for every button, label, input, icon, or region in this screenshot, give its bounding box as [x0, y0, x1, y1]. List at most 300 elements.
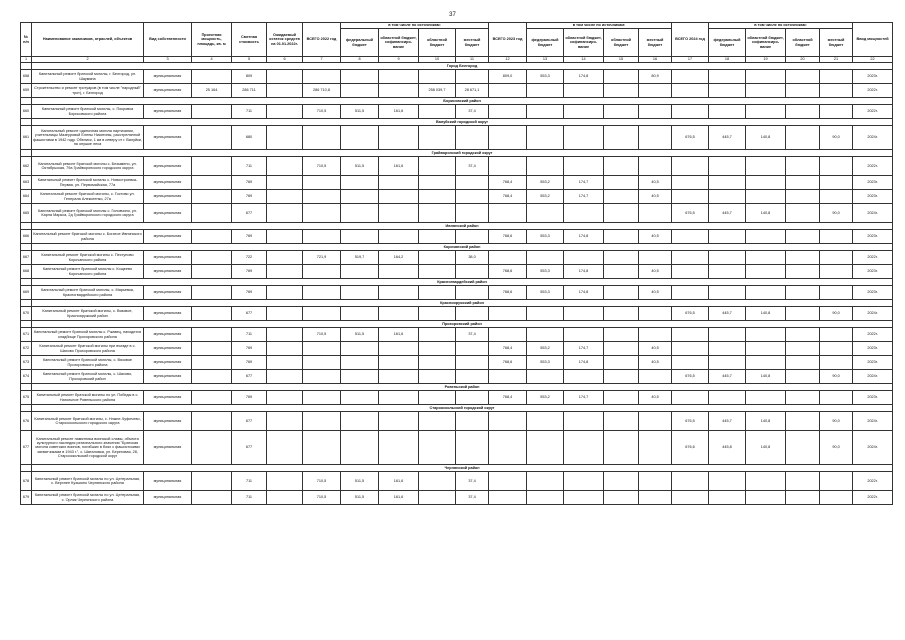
district-spacer — [21, 321, 32, 328]
federal-2022 — [341, 412, 379, 431]
regional-2024 — [786, 370, 820, 384]
district-row — [21, 63, 893, 70]
ownership: муниципальная — [144, 328, 192, 342]
capacity — [192, 472, 232, 491]
regional-cofin-2024 — [746, 328, 786, 342]
commissioning-year: 2022г. — [853, 84, 893, 98]
regional-cofin-2022 — [379, 230, 419, 244]
row-number: 667 — [21, 251, 32, 265]
federal-2022 — [341, 356, 379, 370]
federal-2022 — [341, 176, 379, 190]
regional-2024 — [786, 204, 820, 223]
table-row — [21, 251, 893, 265]
regional-cofin-2022 — [379, 391, 419, 405]
total-2024 — [672, 286, 709, 300]
federal-2022 — [341, 70, 379, 84]
remainder — [267, 472, 303, 491]
estimated-cost: 677 — [232, 431, 267, 465]
local-2023: 40,5 — [639, 391, 672, 405]
federal-2024 — [709, 70, 746, 84]
regional-cofin-2024 — [746, 356, 786, 370]
column-number: 22 — [853, 57, 893, 63]
regional-2023 — [604, 472, 639, 491]
district-label: Город Белгород — [32, 63, 893, 70]
total-2023 — [489, 472, 527, 491]
estimated-cost: 711 — [232, 491, 267, 505]
regional-cofin-2023: 174,8 — [564, 286, 604, 300]
regional-cofin-2023 — [564, 412, 604, 431]
ownership: муниципальная — [144, 157, 192, 176]
regional-2022 — [419, 157, 456, 176]
federal-2024: 445,8 — [709, 431, 746, 465]
regional-2022 — [419, 70, 456, 84]
column-number: 8 — [341, 57, 379, 63]
total-2023 — [489, 307, 527, 321]
regional-cofin-2023 — [564, 204, 604, 223]
column-number: 15 — [604, 57, 639, 63]
estimated-cost: 677 — [232, 204, 267, 223]
total-2022 — [303, 431, 341, 465]
regional-2023 — [604, 105, 639, 119]
regional-cofin-2024: 140,8 — [746, 307, 786, 321]
row-number: 664 — [21, 190, 32, 204]
district-row — [21, 223, 893, 230]
regional-cofin-2024 — [746, 286, 786, 300]
total-2022 — [303, 190, 341, 204]
district-row — [21, 300, 893, 307]
table-row — [21, 157, 893, 176]
local-2023 — [639, 412, 672, 431]
regional-2024 — [786, 105, 820, 119]
header-sources-2022: в том числе по источникам: — [341, 23, 489, 29]
federal-2024 — [709, 391, 746, 405]
estimated-cost: 711 — [232, 157, 267, 176]
remainder — [267, 157, 303, 176]
regional-2022 — [419, 230, 456, 244]
federal-2023 — [527, 251, 564, 265]
regional-2024 — [786, 265, 820, 279]
local-2024 — [820, 342, 853, 356]
total-2023 — [489, 412, 527, 431]
remainder — [267, 105, 303, 119]
total-2023 — [489, 84, 527, 98]
funding-table — [20, 22, 893, 505]
object-name: Капитальный ремонт братской могилы с. Безымено, ул. Октябрьская, 79а Грайворонского городского округа — [32, 157, 144, 176]
local-2022 — [456, 286, 489, 300]
regional-2023 — [604, 412, 639, 431]
total-2022 — [303, 204, 341, 223]
table-row — [21, 412, 893, 431]
object-name: Капитальный ремонт братской могилы по ул. Победы в с. Нагольное Ровеньского района — [32, 391, 144, 405]
commissioning-year: 2024г. — [853, 204, 893, 223]
federal-2022 — [341, 204, 379, 223]
total-2023: 768,4 — [489, 391, 527, 405]
regional-2022 — [419, 328, 456, 342]
object-name: Капитальный ремонт братской могилы, с. Вязовое, Краснояружский район — [32, 307, 144, 321]
local-2022 — [456, 307, 489, 321]
federal-2023 — [527, 84, 564, 98]
regional-2023 — [604, 491, 639, 505]
header-federal-2024: федеральный бюджет — [709, 29, 746, 57]
object-name: Капитальный ремонт одиночная могила партизанки, учительницы Мазеуровой Елены Никитины, расстрелянной фашистами в 1942 году. Обелиск, 1 км в северу от г. Валуйки, на опушке леса — [32, 126, 144, 150]
federal-2022: 511,5 — [341, 157, 379, 176]
local-2024 — [820, 356, 853, 370]
local-2022 — [456, 190, 489, 204]
ownership: муниципальная — [144, 491, 192, 505]
commissioning-year: 2022г. — [853, 472, 893, 491]
object-name: Капитальный ремонт братской могилы, с. Покровка Борисовского района — [32, 105, 144, 119]
total-2024 — [672, 356, 709, 370]
row-number: 677 — [21, 431, 32, 465]
capacity — [192, 265, 232, 279]
header-remainder: Ожидаемый остаток средств на 01.01.2022г. — [267, 23, 303, 57]
local-2023 — [639, 307, 672, 321]
regional-cofin-2024: 140,8 — [746, 431, 786, 465]
commissioning-year: 2023г. — [853, 342, 893, 356]
regional-cofin-2022: 164,2 — [379, 251, 419, 265]
local-2023 — [639, 370, 672, 384]
local-2022 — [456, 412, 489, 431]
header-regional-cofin-2024: областной бюджет, софинансиро-вание — [746, 29, 786, 57]
ownership: муниципальная — [144, 70, 192, 84]
federal-2024: 445,7 — [709, 307, 746, 321]
regional-2022 — [419, 412, 456, 431]
object-name: Капитальный ремонт братской могилы по ул. Центральная, с. Верхнее Кузькино Чернянского района — [32, 472, 144, 491]
capacity — [192, 370, 232, 384]
remainder — [267, 431, 303, 465]
district-spacer — [21, 98, 32, 105]
regional-2024 — [786, 342, 820, 356]
regional-2023 — [604, 157, 639, 176]
column-number: 1 — [21, 57, 32, 63]
local-2022 — [456, 70, 489, 84]
header-total-2023: ВСЕГО 2023 год — [489, 23, 527, 57]
ownership: муниципальная — [144, 251, 192, 265]
federal-2022 — [341, 391, 379, 405]
district-label: Старооскольский городской округ — [32, 405, 893, 412]
regional-2023 — [604, 286, 639, 300]
regional-cofin-2024 — [746, 157, 786, 176]
regional-2024 — [786, 230, 820, 244]
remainder — [267, 126, 303, 150]
column-number: 6 — [267, 57, 303, 63]
federal-2023: 553,3 — [527, 70, 564, 84]
local-2022: 37,4 — [456, 105, 489, 119]
regional-cofin-2022 — [379, 286, 419, 300]
federal-2024: 445,7 — [709, 204, 746, 223]
local-2022 — [456, 176, 489, 190]
district-row — [21, 244, 893, 251]
regional-2022 — [419, 431, 456, 465]
local-2022 — [456, 265, 489, 279]
regional-2022 — [419, 105, 456, 119]
regional-2023 — [604, 370, 639, 384]
row-number: 675 — [21, 391, 32, 405]
regional-2024 — [786, 491, 820, 505]
local-2023 — [639, 251, 672, 265]
total-2024 — [672, 328, 709, 342]
local-2023: 80,9 — [639, 70, 672, 84]
regional-cofin-2023 — [564, 126, 604, 150]
header-num: № п/п — [21, 23, 32, 57]
regional-cofin-2022: 161,6 — [379, 328, 419, 342]
total-2023: 768,6 — [489, 286, 527, 300]
ownership: муниципальная — [144, 190, 192, 204]
column-number: 21 — [820, 57, 853, 63]
estimated-cost: 711 — [232, 472, 267, 491]
row-number: 661 — [21, 126, 32, 150]
regional-2023 — [604, 190, 639, 204]
total-2023: 768,4 — [489, 342, 527, 356]
table-row — [21, 328, 893, 342]
regional-cofin-2024: 140,8 — [746, 126, 786, 150]
header-regional-2024: областной бюджет — [786, 29, 820, 57]
remainder — [267, 204, 303, 223]
estimated-cost: 769 — [232, 230, 267, 244]
ownership: муниципальная — [144, 431, 192, 465]
row-number: 669 — [21, 286, 32, 300]
total-2024 — [672, 84, 709, 98]
regional-2023 — [604, 342, 639, 356]
object-name: Капитальный ремонт братской могилы при въезде в с. Шахово Прохоровского района — [32, 342, 144, 356]
total-2024 — [672, 265, 709, 279]
total-2022 — [303, 370, 341, 384]
header-sources-2023: в том числе по источникам: — [527, 23, 672, 29]
row-number: 666 — [21, 230, 32, 244]
local-2024 — [820, 265, 853, 279]
total-2024 — [672, 391, 709, 405]
regional-2022 — [419, 370, 456, 384]
federal-2023 — [527, 307, 564, 321]
remainder — [267, 370, 303, 384]
row-number: 678 — [21, 472, 32, 491]
district-spacer — [21, 63, 32, 70]
column-number: 9 — [379, 57, 419, 63]
federal-2024 — [709, 356, 746, 370]
object-name: Капитальный ремонт братской могилы, с. Ннжне-Чуфичево, Старооскольского городского округа — [32, 412, 144, 431]
commissioning-year: 2023г. — [853, 70, 893, 84]
total-2023 — [489, 105, 527, 119]
local-2024 — [820, 328, 853, 342]
estimated-cost: 809 — [232, 70, 267, 84]
district-row — [21, 98, 893, 105]
remainder — [267, 391, 303, 405]
federal-2024 — [709, 472, 746, 491]
regional-2023 — [604, 251, 639, 265]
federal-2023 — [527, 105, 564, 119]
federal-2022 — [341, 126, 379, 150]
local-2024 — [820, 190, 853, 204]
header-total-2022: ВСЕГО 2022 год — [303, 23, 341, 57]
column-number: 14 — [564, 57, 604, 63]
object-name: Капитальный ремонт братской могилы с. Головчино, ул. Карла Маркса, 2д Грайворонского городского округа — [32, 204, 144, 223]
district-label: Ровеньский район — [32, 384, 893, 391]
regional-2024 — [786, 328, 820, 342]
ownership: муниципальная — [144, 370, 192, 384]
regional-cofin-2024 — [746, 491, 786, 505]
regional-2022 — [419, 491, 456, 505]
regional-cofin-2024 — [746, 265, 786, 279]
column-number: 10 — [419, 57, 456, 63]
row-number: 665 — [21, 204, 32, 223]
regional-cofin-2024: 140,8 — [746, 412, 786, 431]
regional-cofin-2022 — [379, 370, 419, 384]
regional-cofin-2024 — [746, 472, 786, 491]
federal-2024 — [709, 251, 746, 265]
table-row — [21, 105, 893, 119]
regional-cofin-2023: 174,7 — [564, 391, 604, 405]
local-2024 — [820, 251, 853, 265]
total-2023: 768,4 — [489, 176, 527, 190]
column-number: 20 — [786, 57, 820, 63]
federal-2022 — [341, 230, 379, 244]
capacity — [192, 491, 232, 505]
commissioning-year: 2023г. — [853, 230, 893, 244]
header-regional-2023: областной бюджет — [604, 29, 639, 57]
estimated-cost: 769 — [232, 176, 267, 190]
commissioning-year: 2023г. — [853, 391, 893, 405]
estimated-cost: 711 — [232, 328, 267, 342]
table-row — [21, 370, 893, 384]
district-row — [21, 279, 893, 286]
estimated-cost: 769 — [232, 342, 267, 356]
federal-2024 — [709, 157, 746, 176]
local-2022: 28 671,1 — [456, 84, 489, 98]
federal-2024 — [709, 342, 746, 356]
row-number: 659 — [21, 84, 32, 98]
regional-2024 — [786, 431, 820, 465]
local-2022 — [456, 204, 489, 223]
commissioning-year: 2022г. — [853, 328, 893, 342]
local-2024: 90,0 — [820, 370, 853, 384]
object-name: Капитальный ремонт братской могилы, с. Гостово ул. Генерала Алексеенко, 27а — [32, 190, 144, 204]
column-number: 12 — [489, 57, 527, 63]
total-2023 — [489, 491, 527, 505]
total-2024 — [672, 190, 709, 204]
table-row — [21, 431, 893, 465]
header-capacity: Проектная мощность, площадь, кв. м — [192, 23, 232, 57]
commissioning-year: 2022г. — [853, 105, 893, 119]
federal-2023 — [527, 126, 564, 150]
object-name: Капитальный ремонт братской могилы, г. Белгород, ул. Шаумяна — [32, 70, 144, 84]
remainder — [267, 176, 303, 190]
regional-2024 — [786, 126, 820, 150]
regional-cofin-2024 — [746, 105, 786, 119]
local-2022: 37,4 — [456, 328, 489, 342]
commissioning-year: 2024г. — [853, 370, 893, 384]
object-name: Капитальный ремонт братской могилы с. Кощеево Корочанского района — [32, 265, 144, 279]
total-2022 — [303, 265, 341, 279]
local-2023: 40,5 — [639, 286, 672, 300]
regional-2024 — [786, 286, 820, 300]
ownership: муниципальная — [144, 286, 192, 300]
regional-cofin-2023: 174,7 — [564, 190, 604, 204]
capacity: 25 164 — [192, 84, 232, 98]
header-regional-cofin-2022: областной бюджет, софинансиро-вание — [379, 29, 419, 57]
local-2024 — [820, 70, 853, 84]
local-2023: 40,5 — [639, 190, 672, 204]
commissioning-year: 2023г. — [853, 265, 893, 279]
ownership: муниципальная — [144, 412, 192, 431]
regional-cofin-2022: 161,6 — [379, 472, 419, 491]
local-2023: 40,5 — [639, 176, 672, 190]
header-federal-2023: федеральный бюджет — [527, 29, 564, 57]
object-name: Капитальный ремонт братской могилы с. Новостроевка-Первая, ул. Первомайская, 77а — [32, 176, 144, 190]
regional-cofin-2024: 140,8 — [746, 204, 786, 223]
total-2023 — [489, 328, 527, 342]
regional-cofin-2024 — [746, 230, 786, 244]
remainder — [267, 491, 303, 505]
regional-2022 — [419, 391, 456, 405]
remainder — [267, 251, 303, 265]
remainder — [267, 190, 303, 204]
regional-2023 — [604, 328, 639, 342]
total-2023 — [489, 251, 527, 265]
local-2024 — [820, 157, 853, 176]
total-2023: 768,6 — [489, 230, 527, 244]
row-number: 676 — [21, 412, 32, 431]
table-row — [21, 307, 893, 321]
total-2024: 676,5 — [672, 126, 709, 150]
total-2024: 676,5 — [672, 204, 709, 223]
district-label: Чернянский район — [32, 465, 893, 472]
district-label: Ивнянский район — [32, 223, 893, 230]
capacity — [192, 286, 232, 300]
regional-cofin-2022: 161,6 — [379, 491, 419, 505]
regional-cofin-2023 — [564, 491, 604, 505]
regional-cofin-2022 — [379, 84, 419, 98]
regional-cofin-2024 — [746, 251, 786, 265]
header-ownership: Вид собственности — [144, 23, 192, 57]
federal-2024 — [709, 176, 746, 190]
table-row — [21, 286, 893, 300]
remainder — [267, 356, 303, 370]
table-body — [21, 63, 893, 505]
column-number: 11 — [456, 57, 489, 63]
district-row — [21, 321, 893, 328]
regional-cofin-2023 — [564, 328, 604, 342]
regional-cofin-2023: 174,7 — [564, 342, 604, 356]
column-number: 7 — [303, 57, 341, 63]
object-name: Капитальный ремонт памятника воинской славы, объекта культурного наследия регионального значения "Братская могила советских воинов, погибших в боях с фашистскими захватчиками в 1943 г.", с. Шаталовка, ул. Береговая, 28, Старооскольский городской округ — [32, 431, 144, 465]
object-name: Капитальный ремонт братской могилы, с. Шахово, Прохоровский район — [32, 370, 144, 384]
table-row — [21, 190, 893, 204]
header-commissioning: Ввод мощностей — [853, 23, 893, 57]
regional-2022 — [419, 356, 456, 370]
federal-2023: 553,2 — [527, 176, 564, 190]
row-number: 670 — [21, 307, 32, 321]
estimated-cost: 677 — [232, 370, 267, 384]
row-number: 673 — [21, 356, 32, 370]
column-number: 4 — [192, 57, 232, 63]
total-2024 — [672, 157, 709, 176]
total-2023 — [489, 204, 527, 223]
local-2022 — [456, 342, 489, 356]
header-sources-2024: в том числе по источникам: — [709, 23, 853, 29]
district-row — [21, 119, 893, 126]
total-2023 — [489, 370, 527, 384]
federal-2024 — [709, 491, 746, 505]
total-2024 — [672, 230, 709, 244]
regional-2023 — [604, 176, 639, 190]
regional-cofin-2022 — [379, 190, 419, 204]
local-2022 — [456, 391, 489, 405]
commissioning-year: 2024г. — [853, 412, 893, 431]
total-2023 — [489, 431, 527, 465]
estimated-cost: 769 — [232, 190, 267, 204]
local-2024 — [820, 286, 853, 300]
local-2022 — [456, 230, 489, 244]
